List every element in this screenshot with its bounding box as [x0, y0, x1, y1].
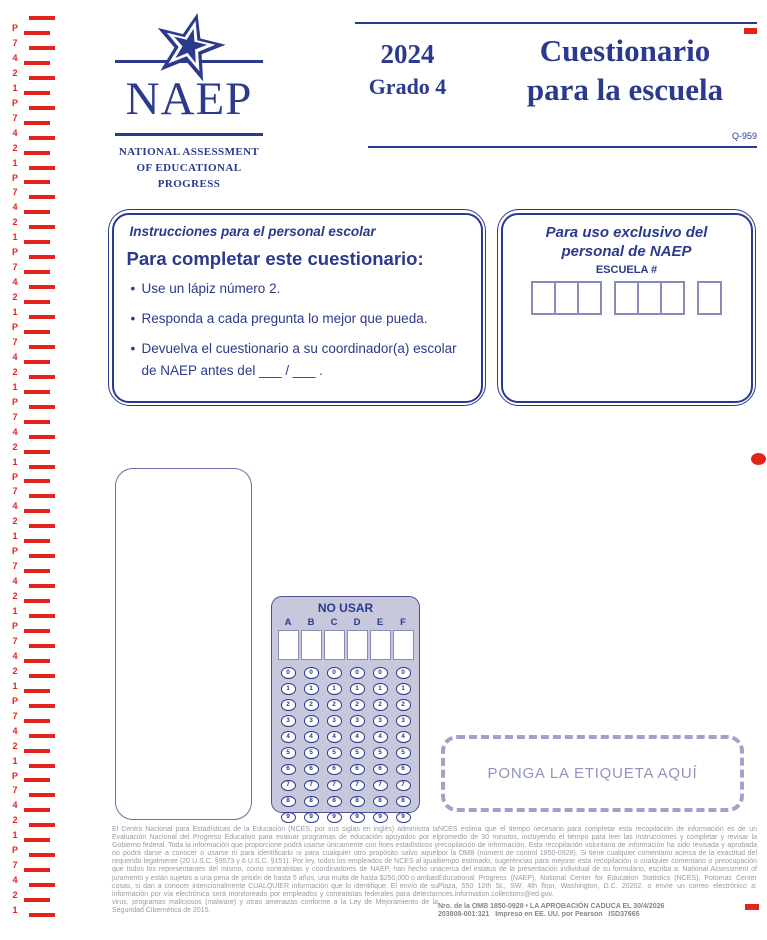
scan-grid-panel	[271, 596, 420, 821]
timing-bar	[24, 569, 50, 573]
burden-statement	[438, 826, 757, 919]
bubble-F-6[interactable]: 6	[396, 764, 411, 776]
timing-bar	[29, 465, 55, 469]
bubble-D-6[interactable]: 6	[350, 764, 365, 776]
grid-write-boxes	[272, 630, 419, 660]
timing-bar	[24, 151, 50, 155]
timing-letter: 2	[12, 292, 18, 303]
timing-letter: P	[11, 396, 18, 407]
write-in-box-D[interactable]	[347, 630, 368, 660]
timing-letter: 1	[12, 381, 18, 392]
timing-letter: 4	[12, 202, 18, 213]
timing-letter: 2	[12, 815, 18, 826]
bubble-D-4[interactable]: 4	[350, 731, 365, 743]
timing-bar	[24, 749, 50, 753]
timing-letter: 7	[12, 112, 18, 123]
timing-letter: 7	[12, 486, 18, 497]
timing-letter: P	[11, 23, 18, 33]
school-number-cell[interactable]	[531, 281, 556, 315]
timing-letter: 7	[12, 411, 18, 422]
bubble-F-8[interactable]: 8	[396, 796, 411, 808]
timing-letter: 4	[12, 875, 18, 886]
timing-letter: 7	[12, 635, 18, 646]
bubble-D-2[interactable]: 2	[350, 699, 365, 711]
bubble-B-5[interactable]: 5	[304, 747, 319, 759]
timing-bar	[29, 614, 55, 618]
confidentiality-notice: El Centro Nacional para Estadísticas de la Educación (NCES, por sus siglas en inglés) administra la Evaluación Nacional del Progreso Educativo para evaluar programas de educación apoyados por el Gobierno federal. Toda la información que proporcione podrá usarse únicamente con fines estadísticos y no podrá darse a conocer o usarse ni para identificarlo ni para cualquier otro propósito salvo aquel requerido legalmente (20 U.S.C. §9573 y 6 U.S.C. §151). Por ley, todos los empleados de NCES al igual que todos los representantes del mismo, como contratistas y coordinadores de NAEP, han hecho un juramento y están sujetos a una pena de prisión de hasta 5 años, una multa de hasta $250,000 o ambas cosas, si dan a conocer intencionalmente CUALQUIER información que lo identifique. El envío de su información por vía electrónica será monitoreado por empleados y contratistas federales para detectar virus, programas maliciosos (malware) y otras amenazas conforme a la Ley de Mejoramiento de la Seguridad Cibernética de 2015.	[112, 826, 438, 914]
grid-column-header-F: F	[400, 617, 406, 628]
timing-bar	[29, 405, 55, 409]
timing-bar	[29, 823, 55, 827]
bubble-A-5[interactable]: 5	[281, 747, 296, 759]
write-in-box-A[interactable]	[278, 630, 299, 660]
bubble-F-2[interactable]: 2	[396, 699, 411, 711]
instruction-item: • Devuelva el cuestionario a su coordinador(a) escolar de NAEP antes del ___ / ___ .	[142, 338, 471, 382]
bubble-D-9[interactable]: 9	[350, 812, 365, 824]
grid-column-header-A: A	[284, 617, 292, 628]
timing-bar	[24, 61, 50, 65]
bubble-C-1[interactable]: 1	[327, 683, 342, 695]
bubble-A-3[interactable]: 3	[281, 715, 296, 727]
form-code: Q-959	[731, 131, 757, 141]
bubble-E-5[interactable]: 5	[373, 747, 388, 759]
timing-bar	[29, 793, 55, 797]
instructions-bullet-list	[130, 278, 481, 382]
bubble-B-6[interactable]: 6	[304, 764, 319, 776]
write-in-box-E[interactable]	[370, 630, 391, 660]
bubble-D-5[interactable]: 5	[350, 747, 365, 759]
timing-letter: 4	[12, 351, 18, 362]
timing-bar	[29, 554, 55, 558]
bubble-B-8[interactable]: 8	[304, 796, 319, 808]
bubble-A-1[interactable]: 1	[281, 683, 296, 695]
timing-letter: 2	[12, 217, 18, 228]
timing-letter: P	[11, 695, 18, 706]
bubble-D-3[interactable]: 3	[350, 715, 365, 727]
school-number-cell-group	[614, 281, 685, 315]
bubble-B-3[interactable]: 3	[304, 715, 319, 727]
grid-column-header-D: D	[353, 617, 361, 628]
school-number-cell[interactable]	[697, 281, 722, 315]
timing-bar	[24, 31, 50, 35]
timing-letter: 4	[12, 52, 18, 63]
timing-bar	[29, 853, 55, 857]
bubble-E-0[interactable]: 0	[373, 667, 388, 679]
timing-bar	[24, 91, 50, 95]
bubble-D-0[interactable]: 0	[350, 667, 365, 679]
year-grade-block	[340, 38, 475, 104]
timing-letter: 1	[12, 606, 18, 617]
timing-bar	[24, 838, 50, 842]
bubble-C-6[interactable]: 6	[327, 764, 342, 776]
school-number-cell[interactable]	[614, 281, 639, 315]
bubble-F-4[interactable]: 4	[396, 731, 411, 743]
grid-column-header-C: C	[330, 617, 338, 628]
bubble-E-4[interactable]: 4	[373, 731, 388, 743]
timing-bar	[24, 599, 50, 603]
timing-letter: P	[11, 471, 18, 482]
school-number-cell-group	[697, 281, 722, 315]
bubble-C-3[interactable]: 3	[327, 715, 342, 727]
timing-letter: 1	[12, 755, 18, 766]
bubble-C-5[interactable]: 5	[327, 747, 342, 759]
timing-bar	[24, 778, 50, 782]
timing-letter: P	[11, 845, 18, 856]
timing-letter: P	[11, 247, 18, 258]
timing-letter: 2	[12, 366, 18, 377]
timing-letter: 1	[12, 531, 18, 542]
bubble-E-2[interactable]: 2	[373, 699, 388, 711]
timing-mark-strip	[0, 0, 60, 940]
school-number-label: ESCUELA #	[595, 263, 658, 276]
naep-wordmark: NAEP	[125, 73, 253, 125]
timing-letter: 1	[12, 157, 18, 168]
timing-letter: 4	[12, 501, 18, 512]
naep-staff-box	[497, 209, 756, 406]
timing-bar	[29, 16, 55, 20]
timing-letter: 1	[12, 307, 18, 318]
bubble-F-7[interactable]: 7	[396, 780, 411, 792]
school-number-cell[interactable]	[577, 281, 602, 315]
timing-bar	[29, 734, 55, 738]
timing-letter: 4	[12, 127, 18, 138]
timing-bar	[24, 360, 50, 364]
bubble-B-4[interactable]: 4	[304, 731, 319, 743]
timing-letter: 1	[12, 680, 18, 691]
timing-letter: 4	[12, 426, 18, 437]
page-title: Cuestionario para la escuela	[526, 33, 724, 107]
timing-bar	[29, 584, 55, 588]
timing-bar	[29, 524, 55, 528]
bubble-A-0[interactable]: 0	[281, 667, 296, 679]
bubble-E-7[interactable]: 7	[373, 780, 388, 792]
bubble-B-0[interactable]: 0	[304, 667, 319, 679]
write-in-box-F[interactable]	[393, 630, 414, 660]
registration-mark-bottom-right	[745, 904, 759, 910]
school-number-cell[interactable]	[660, 281, 685, 315]
timing-bar	[24, 539, 50, 543]
bubble-B-9[interactable]: 9	[304, 812, 319, 824]
timing-bar	[29, 315, 55, 319]
timing-bar	[29, 674, 55, 678]
timing-letter: 7	[12, 785, 18, 796]
logo-org-name: NATIONAL ASSESSMENT OF EDUCATIONAL PROGRESS	[118, 146, 260, 190]
grid-title: NO USAR	[317, 601, 374, 615]
instruction-item: • Responda a cada pregunta lo mejor que pueda.	[142, 308, 471, 330]
timing-letter: P	[11, 621, 18, 631]
bubble-E-8[interactable]: 8	[373, 796, 388, 808]
timing-letter: 2	[12, 67, 18, 78]
timing-letter: 4	[12, 800, 18, 811]
timing-letter: P	[11, 770, 18, 781]
timing-bar	[24, 629, 50, 633]
timing-bar	[24, 240, 50, 244]
timing-bar	[24, 808, 50, 812]
timing-letter: 7	[12, 37, 18, 48]
instructions-box	[108, 209, 486, 406]
timing-bar	[24, 121, 50, 125]
bubble-A-7[interactable]: 7	[281, 780, 296, 792]
grid-column-headers	[272, 615, 419, 628]
timing-letter: 2	[12, 516, 18, 527]
bubble-C-2[interactable]: 2	[327, 699, 342, 711]
school-number-boxes	[503, 281, 751, 315]
registration-mark-right	[751, 453, 766, 465]
timing-letter: 7	[12, 336, 18, 347]
school-number-cell[interactable]	[554, 281, 579, 315]
timing-bar	[24, 898, 50, 902]
blank-response-area	[115, 468, 252, 820]
bubble-F-5[interactable]: 5	[396, 747, 411, 759]
timing-letter: 4	[12, 277, 18, 288]
timing-bar	[29, 345, 55, 349]
bubble-C-0[interactable]: 0	[327, 667, 342, 679]
timing-bar	[29, 644, 55, 648]
timing-bar	[24, 270, 50, 274]
timing-letter: 2	[12, 591, 18, 602]
grade-label: Grado 4	[368, 74, 447, 99]
timing-letter: P	[11, 97, 18, 108]
bubble-A-6[interactable]: 6	[281, 764, 296, 776]
timing-bar	[29, 435, 55, 439]
timing-letter: 1	[12, 82, 18, 93]
timing-bar	[29, 195, 55, 199]
grid-column-header-E: E	[376, 617, 384, 628]
bubble-B-2[interactable]: 2	[304, 699, 319, 711]
timing-letter: 2	[12, 740, 18, 751]
instructions-heading: Para completar este cuestionario:	[126, 247, 424, 269]
timing-letter: 2	[12, 890, 18, 901]
timing-bar	[29, 494, 55, 498]
timing-bar	[24, 210, 50, 214]
timing-letter: 2	[12, 665, 18, 676]
timing-bar	[24, 479, 50, 483]
timing-bar	[29, 913, 55, 917]
grid-bubbles	[272, 667, 419, 823]
timing-bar	[24, 300, 50, 304]
timing-bar	[24, 390, 50, 394]
omb-approval-line: Nro. de la OMB 1850-0928 • LA APROBACIÓN CADUCA EL 30/4/2026	[438, 902, 665, 910]
timing-bar	[29, 46, 55, 50]
timing-letter: 4	[12, 576, 18, 587]
label-placement-box[interactable]	[441, 735, 744, 812]
timing-letter: 1	[12, 232, 18, 243]
bubble-C-9[interactable]: 9	[327, 812, 342, 824]
bubble-E-1[interactable]: 1	[373, 683, 388, 695]
staff-box-title: Para uso exclusivo del personal de NAEP	[545, 223, 708, 260]
bubble-E-9[interactable]: 9	[373, 812, 388, 824]
bubble-E-6[interactable]: 6	[373, 764, 388, 776]
timing-letter: P	[11, 546, 18, 557]
timing-letter: 4	[12, 725, 18, 736]
bubble-E-3[interactable]: 3	[373, 715, 388, 727]
timing-bar	[24, 330, 50, 334]
bubble-F-3[interactable]: 3	[396, 715, 411, 727]
bubble-A-2[interactable]: 2	[281, 699, 296, 711]
instruction-item: • Use un lápiz número 2.	[142, 278, 471, 300]
burden-paragraph: NCES estima que el tiempo necesario para completar esta recopilación de información es de un promedio de 30 minutos, incluyendo el tiempo para leer las instrucciones y completar y revisar la recopilación de información. Esta recopilación voluntaria de información ha sido revisada y aprobada por la OMB (número de control 1850-0928). Si tiene cualquier comentario acerca de la exactitud del tiempo estimado, sugerencias para mejorar esta recopilación o cualquier comentario o preocupación acerca del estatus de la presentación individual de su formulario, escriba a: National Assessment of Educational Progress (NAEP), National Center for Education Statistics (NCES), Potomac Center Plaza, 550 12th St., SW, 4th floor, Washington, D.C. 20202, o envíe un correo electrónico a: nces.information.collections@ed.gov.	[438, 826, 757, 898]
timing-bar	[29, 883, 55, 887]
bubble-B-7[interactable]: 7	[304, 780, 319, 792]
timing-letter: 7	[12, 710, 18, 721]
timing-letter: P	[11, 322, 18, 332]
timing-letter: 7	[12, 860, 18, 871]
school-number-cell-group	[531, 281, 602, 315]
timing-letter: 7	[12, 561, 18, 572]
bubble-C-4[interactable]: 4	[327, 731, 342, 743]
timing-bar	[29, 106, 55, 110]
bubble-D-7[interactable]: 7	[350, 780, 365, 792]
bubble-D-8[interactable]: 8	[350, 796, 365, 808]
timing-letter: 4	[12, 650, 18, 661]
timing-bar	[24, 509, 50, 513]
timing-bar	[29, 225, 55, 229]
timing-bar	[29, 255, 55, 259]
timing-bar	[29, 764, 55, 768]
bubble-A-4[interactable]: 4	[281, 731, 296, 743]
bubble-F-9[interactable]: 9	[396, 812, 411, 824]
bubble-B-1[interactable]: 1	[304, 683, 319, 695]
timing-bar	[29, 285, 55, 289]
omb-block	[438, 903, 757, 919]
timing-bar	[29, 704, 55, 708]
header-rule-bottom	[368, 146, 757, 148]
timing-bar	[24, 450, 50, 454]
timing-bar	[29, 166, 55, 170]
timing-letter: 2	[12, 142, 18, 153]
timing-letter: 7	[12, 262, 18, 273]
timing-letter: 1	[12, 830, 18, 841]
header-rule-top	[355, 22, 757, 24]
timing-letter: 1	[12, 905, 18, 916]
timing-bar	[29, 76, 55, 80]
bubble-A-9[interactable]: 9	[281, 812, 296, 824]
write-in-box-C[interactable]	[324, 630, 345, 660]
print-info-line: 203808-001:321 Impreso en EE. UU. por Pearson ISD37665	[438, 910, 640, 918]
bubble-F-1[interactable]: 1	[396, 683, 411, 695]
timing-bar	[29, 375, 55, 379]
label-placement-text: PONGA LA ETIQUETA AQUÍ	[487, 765, 698, 782]
timing-bar	[24, 689, 50, 693]
timing-bar	[24, 420, 50, 424]
assessment-year: 2024	[380, 39, 435, 69]
timing-bar	[24, 180, 50, 184]
bubble-D-1[interactable]: 1	[350, 683, 365, 695]
school-number-cell[interactable]	[637, 281, 662, 315]
bubble-C-8[interactable]: 8	[327, 796, 342, 808]
timing-bar	[24, 719, 50, 723]
bubble-A-8[interactable]: 8	[281, 796, 296, 808]
timing-letter: 1	[12, 456, 18, 467]
instructions-title: Instrucciones para el personal escolar	[129, 223, 376, 239]
bubble-F-0[interactable]: 0	[396, 667, 411, 679]
timing-letter: 2	[12, 441, 18, 452]
timing-letter: 7	[12, 187, 18, 198]
timing-bar	[24, 868, 50, 872]
timing-bar	[29, 136, 55, 140]
timing-letter: P	[11, 172, 18, 183]
bubble-C-7[interactable]: 7	[327, 780, 342, 792]
timing-bar	[24, 659, 50, 663]
grid-column-header-B: B	[307, 617, 315, 628]
write-in-box-B[interactable]	[301, 630, 322, 660]
logo-bottom-rule	[115, 133, 263, 136]
